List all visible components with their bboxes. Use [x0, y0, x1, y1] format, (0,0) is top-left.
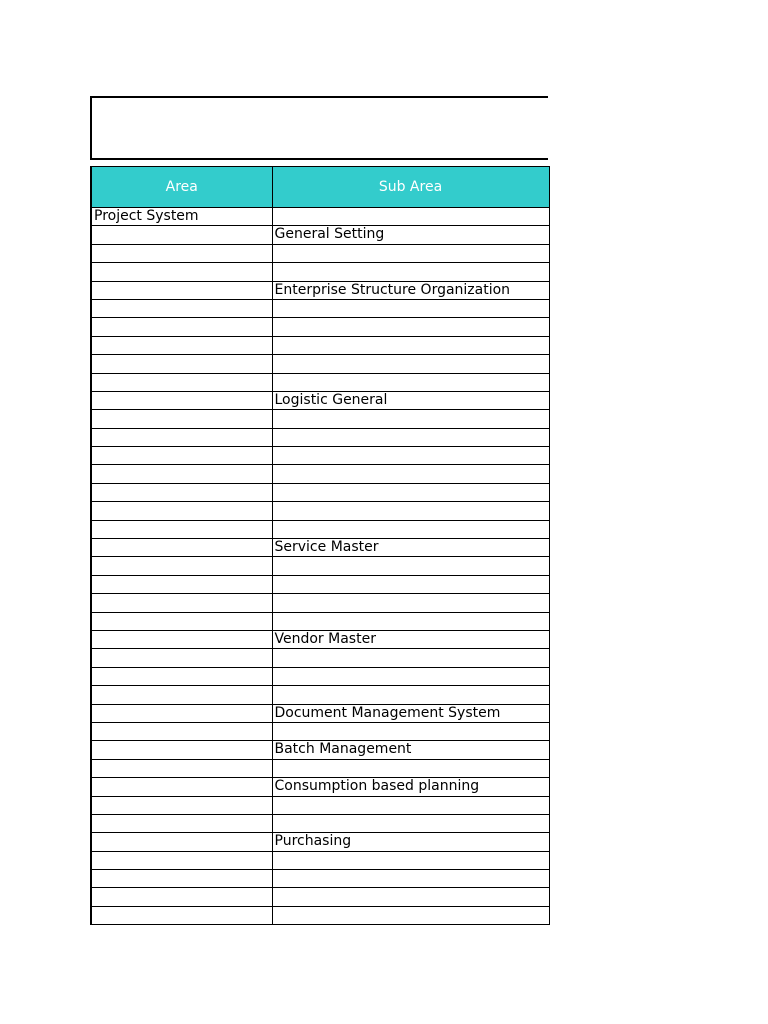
table-row — [91, 612, 549, 630]
table-row — [91, 539, 549, 557]
sub-area-cell[interactable] — [272, 722, 549, 740]
sub-area-cell[interactable] — [272, 355, 549, 373]
table-row — [91, 906, 549, 924]
area-cell[interactable] — [91, 870, 272, 888]
area-cell[interactable] — [91, 778, 272, 796]
table-row — [91, 208, 549, 226]
sub-area-cell[interactable] — [272, 667, 549, 685]
sub-area-cell[interactable] — [272, 465, 549, 483]
sub-area-cell[interactable] — [272, 410, 549, 428]
sub-area-cell[interactable]: Purchasing — [272, 833, 549, 851]
table-row — [91, 281, 549, 299]
sub-area-cell[interactable]: General Setting — [272, 226, 549, 244]
area-cell[interactable] — [91, 336, 272, 354]
table-row — [91, 888, 549, 906]
area-cell[interactable] — [91, 318, 272, 336]
table-row — [91, 686, 549, 704]
sub-area-cell[interactable] — [272, 594, 549, 612]
table-row — [91, 318, 549, 336]
area-cell[interactable] — [91, 594, 272, 612]
table-row — [91, 870, 549, 888]
area-cell[interactable] — [91, 465, 272, 483]
sub-area-cell[interactable] — [272, 888, 549, 906]
area-cell[interactable] — [91, 649, 272, 667]
table-row — [91, 575, 549, 593]
sub-area-cell[interactable] — [272, 502, 549, 520]
area-cell[interactable] — [91, 483, 272, 501]
column-header-area[interactable]: Area — [91, 167, 272, 208]
table-row — [91, 299, 549, 317]
table-row — [91, 447, 549, 465]
table-row — [91, 759, 549, 777]
table-row — [91, 722, 549, 740]
table-row — [91, 226, 549, 244]
sub-area-cell[interactable] — [272, 244, 549, 262]
sub-area-cell[interactable] — [272, 851, 549, 869]
area-cell[interactable] — [91, 520, 272, 538]
sub-area-cell[interactable] — [272, 557, 549, 575]
sub-area-cell[interactable] — [272, 520, 549, 538]
table-row — [91, 833, 549, 851]
area-cell[interactable] — [91, 447, 272, 465]
table-row — [91, 851, 549, 869]
table-row — [91, 373, 549, 391]
table-row — [91, 483, 549, 501]
sub-area-cell[interactable] — [272, 612, 549, 630]
area-cell[interactable] — [91, 667, 272, 685]
sub-area-cell[interactable]: Vendor Master — [272, 630, 549, 648]
table-row — [91, 391, 549, 409]
sub-area-cell[interactable] — [272, 428, 549, 446]
sub-area-cell[interactable]: Enterprise Structure Organization — [272, 281, 549, 299]
area-cell[interactable] — [91, 299, 272, 317]
header-row — [91, 167, 549, 208]
table-body — [91, 208, 549, 925]
table-row — [91, 741, 549, 759]
area-table — [90, 166, 550, 925]
sub-area-cell[interactable]: Consumption based planning — [272, 778, 549, 796]
sub-area-cell[interactable] — [272, 814, 549, 832]
table-row — [91, 502, 549, 520]
table-row — [91, 520, 549, 538]
table-row — [91, 465, 549, 483]
sub-area-cell[interactable] — [272, 575, 549, 593]
area-cell[interactable] — [91, 502, 272, 520]
area-cell[interactable] — [91, 410, 272, 428]
area-cell[interactable] — [91, 888, 272, 906]
sub-area-cell[interactable] — [272, 263, 549, 281]
area-cell[interactable] — [91, 391, 272, 409]
sub-area-cell[interactable] — [272, 796, 549, 814]
sub-area-cell[interactable] — [272, 759, 549, 777]
area-cell[interactable]: Project System — [91, 208, 272, 226]
area-cell[interactable] — [91, 722, 272, 740]
area-cell[interactable] — [91, 686, 272, 704]
area-cell[interactable] — [91, 759, 272, 777]
table-row — [91, 428, 549, 446]
sub-area-cell[interactable] — [272, 336, 549, 354]
area-cell[interactable] — [91, 630, 272, 648]
table-row — [91, 649, 549, 667]
sub-area-cell[interactable] — [272, 483, 549, 501]
table-row — [91, 814, 549, 832]
table-row — [91, 704, 549, 722]
area-cell[interactable] — [91, 741, 272, 759]
area-cell[interactable] — [91, 833, 272, 851]
area-cell[interactable] — [91, 704, 272, 722]
sub-area-cell[interactable] — [272, 686, 549, 704]
sub-area-cell[interactable]: Document Management System — [272, 704, 549, 722]
table-row — [91, 630, 549, 648]
table-row — [91, 355, 549, 373]
sub-area-cell[interactable]: Logistic General — [272, 391, 549, 409]
table-row — [91, 244, 549, 262]
sub-area-cell[interactable]: Service Master — [272, 539, 549, 557]
area-cell[interactable] — [91, 226, 272, 244]
table-row — [91, 263, 549, 281]
area-cell[interactable] — [91, 373, 272, 391]
table-row — [91, 778, 549, 796]
area-cell[interactable] — [91, 539, 272, 557]
sub-area-cell[interactable] — [272, 649, 549, 667]
area-cell[interactable] — [91, 281, 272, 299]
sub-area-cell[interactable] — [272, 447, 549, 465]
sub-area-cell[interactable] — [272, 870, 549, 888]
sub-area-cell[interactable]: Batch Management — [272, 741, 549, 759]
table-row — [91, 667, 549, 685]
sub-area-cell[interactable] — [272, 318, 549, 336]
area-cell[interactable] — [91, 575, 272, 593]
column-header-sub-area[interactable]: Sub Area — [272, 167, 549, 208]
table-row — [91, 557, 549, 575]
area-cell[interactable] — [91, 814, 272, 832]
area-cell[interactable] — [91, 851, 272, 869]
area-cell[interactable] — [91, 796, 272, 814]
table-row — [91, 594, 549, 612]
area-cell[interactable] — [91, 906, 272, 924]
area-cell[interactable] — [91, 355, 272, 373]
area-cell[interactable] — [91, 557, 272, 575]
table-row — [91, 796, 549, 814]
table-row — [91, 336, 549, 354]
area-cell[interactable] — [91, 612, 272, 630]
area-cell[interactable] — [91, 244, 272, 262]
area-cell[interactable] — [91, 428, 272, 446]
table-row — [91, 410, 549, 428]
area-cell[interactable] — [91, 263, 272, 281]
sub-area-cell[interactable] — [272, 373, 549, 391]
sheet-title-box — [90, 96, 548, 160]
sub-area-cell[interactable] — [272, 208, 549, 226]
sub-area-cell[interactable] — [272, 906, 549, 924]
sub-area-cell[interactable] — [272, 299, 549, 317]
